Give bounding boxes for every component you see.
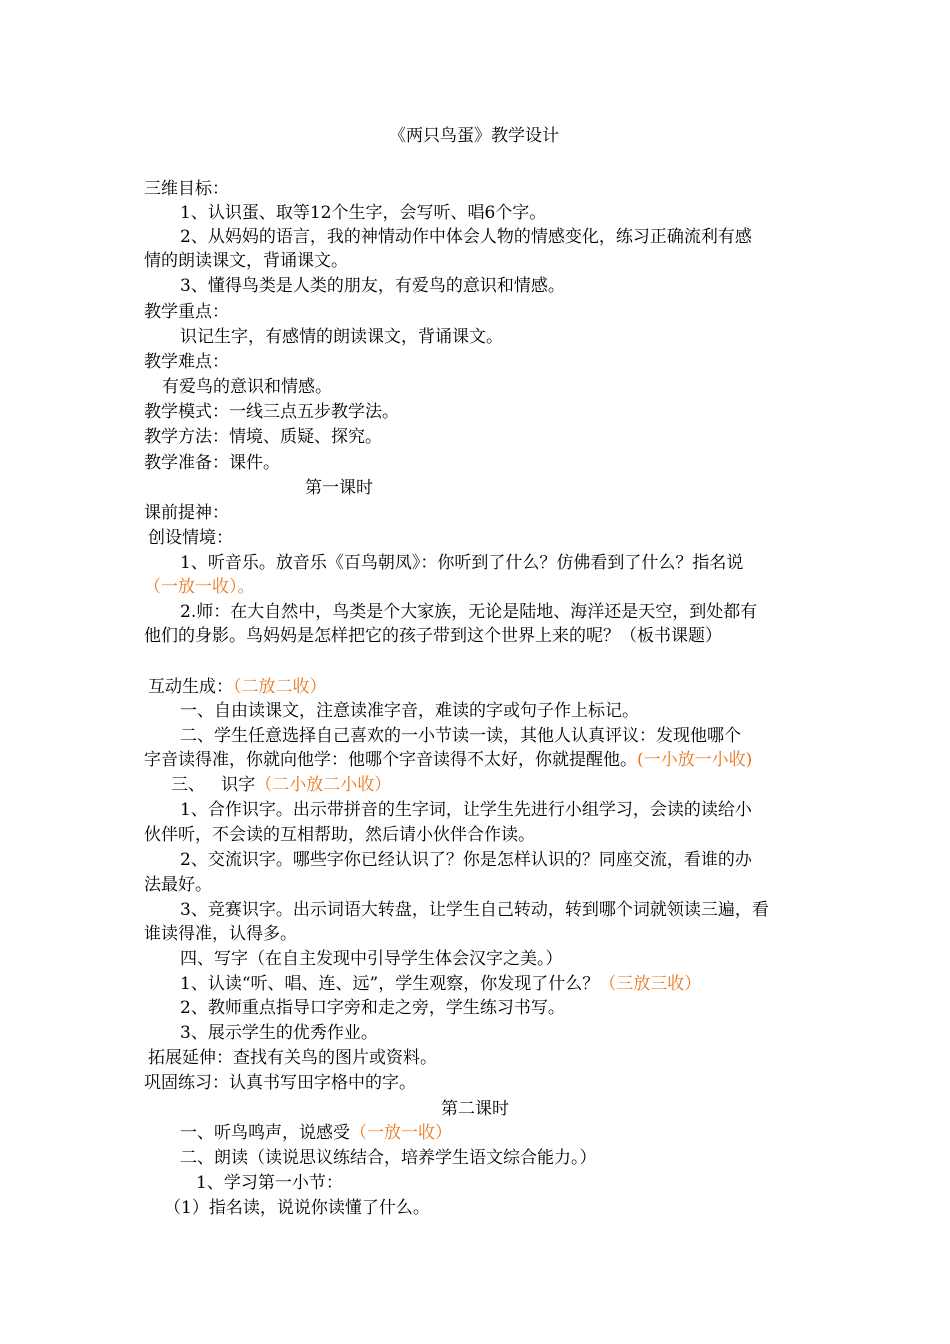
char-2-line2: 法最好。 [144,875,212,895]
lesson-2-step-1-note: （一放一收） [350,1123,452,1143]
goal-2-line1: 2、从妈妈的语言，我的神情动作中体会人物的情感变化，练习正确流利有感 [180,227,752,247]
char-3-line1: 3、竞赛识字。出示词语大转盘，让学生自己转动，转到哪个词就领读三遍，看 [180,900,769,920]
char-3-line2: 谁读得准，认得多。 [144,924,297,944]
char-1-line2: 伙伴听，不会读的互相帮助，然后请小伙伴合作读。 [144,825,535,845]
difficulty-text: 有爱鸟的意识和情感。 [162,377,332,397]
interaction-label: 互动生成： [148,677,233,697]
goal-1: 1、认识蛋、取等12个生字，会写听、唱6个字。 [180,203,547,223]
lesson-1-heading: 第一课时 [305,478,373,498]
scene-1-note: （一放一收）。 [144,577,255,597]
char-1-line1: 1、合作识字。出示带拼音的生字词，让学生先进行小组学习，会读的读给小 [180,800,752,820]
writing-1-text: 1、认读“听、唱、连、远”，学生观察，你发现了什么？ [180,974,600,994]
interaction-step-1: 一、自由读课文，注意读准字音，难读的字或句子作上标记。 [180,701,639,721]
writing-1 [180,972,701,996]
writing-1-note: （三放三收） [599,974,702,994]
writing-3: 3、展示学生的优秀作业。 [180,1023,378,1043]
key-points-heading: 教学重点： [144,302,229,322]
goal-3: 3、懂得鸟类是人类的朋友，有爱鸟的意识和情感。 [180,276,565,296]
interaction-note: （二放二收） [233,677,327,697]
difficulty-heading: 教学难点： [144,352,229,372]
scene-heading: 创设情境： [148,528,233,548]
scene-2-line2: 他们的身影。鸟妈妈是怎样把它的孩子带到这个世界上来的呢？（板书课题） [144,626,722,646]
interaction-step-3-note: （二小放二小收） [255,775,392,795]
teaching-mode: 教学模式：一线三点五步教学法。 [144,402,399,422]
scene-1-line1: 1、听音乐。放音乐《百鸟朝凤》：你听到了什么？仿佛看到了什么？指名说 [180,553,744,573]
lesson-2-step-1 [180,1121,452,1145]
interaction-heading [148,675,327,699]
interaction-step-2-line2 [144,748,752,772]
interaction-step-3-text: 三、 识字 [171,775,256,795]
key-points-text: 识记生字，有感情的朗读课文，背诵课文。 [180,327,503,347]
writing-heading: 四、写字（在自主发现中引导学生体会汉字之美。） [180,949,563,969]
lesson-2-step-4: （1）指名读，说说你读懂了什么。 [164,1198,430,1218]
char-2-line1: 2、交流识字。哪些字你已经认识了？你是怎样认识的？同座交流，看谁的办 [180,850,752,870]
goals-heading: 三维目标： [144,179,229,199]
teaching-method: 教学方法：情境、质疑、探究。 [144,427,382,447]
interaction-step-2-text: 字音读得准，你就向他学：他哪个字音读得不太好，你就提醒他。 [144,750,637,770]
document-title: 《两只鸟蛋》教学设计 [389,126,559,146]
lesson-2-step-3: 1、学习第一小节： [196,1173,343,1193]
interaction-step-2-line1: 二、学生任意选择自己喜欢的一小节读一读，其他人认真评议：发现他哪个 [180,726,741,746]
goal-2-line2: 情的朗读课文，背诵课文。 [144,251,348,271]
scene-2-line1: 2.师：在大自然中，鸟类是个大家族，无论是陆地、海洋还是天空，到处都有 [180,602,758,622]
lesson-2-step-1-text: 一、听鸟鸣声，说感受 [180,1123,350,1143]
writing-2: 2、教师重点指导口字旁和走之旁，学生练习书写。 [180,998,565,1018]
lesson-2-step-2: 二、朗读（读说思议练结合，培养学生语文综合能力。） [180,1148,597,1168]
consolidation: 巩固练习：认真书写田字格中的字。 [144,1073,416,1093]
lesson-2-heading: 第二课时 [441,1099,509,1119]
extension: 拓展延伸：查找有关鸟的图片或资料。 [148,1048,437,1068]
teaching-prep: 教学准备：课件。 [144,453,280,473]
pre-class-heading: 课前提神： [144,503,229,523]
interaction-step-2-note: (一小放一小收) [637,750,753,770]
interaction-step-3 [171,773,391,797]
